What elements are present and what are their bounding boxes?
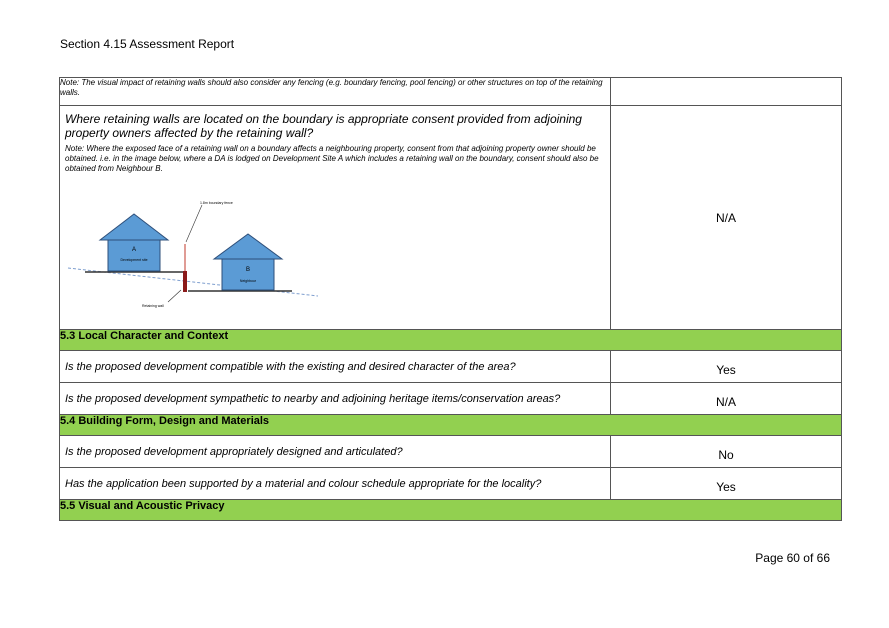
character-question: Is the proposed development compatible with the existing and desired character of the area? bbox=[60, 351, 611, 383]
material-question: Has the application been supported by a material and colour schedule appropriate for the locality? bbox=[60, 468, 611, 500]
table-row bbox=[60, 106, 842, 330]
fence-callout-label: 1.8m boundary fence bbox=[200, 201, 233, 205]
section-5-5-heading: 5.5 Visual and Acoustic Privacy bbox=[60, 500, 842, 521]
table-row bbox=[60, 383, 842, 415]
section-heading-row bbox=[60, 415, 842, 436]
wall-callout-label: Retaining wall bbox=[142, 304, 164, 308]
table-row bbox=[60, 468, 842, 500]
boundary-note: Note: Where the exposed face of a retaining wall on a boundary affects a neighbouring property, consent from that adjoining property owner should be obtained. i.e. in the image below, where a DA is lodged on Development Site A which includes a retaining wall on the boundary, consent should also be obtained from Neighbour B. bbox=[65, 144, 599, 173]
character-answer: Yes bbox=[611, 351, 842, 383]
house-a-roof bbox=[100, 214, 168, 240]
assessment-table bbox=[59, 77, 842, 521]
material-answer: Yes bbox=[611, 468, 842, 500]
label-a: A bbox=[131, 247, 137, 253]
table-row bbox=[60, 351, 842, 383]
page-number: Page 60 of 66 bbox=[755, 551, 830, 565]
label-b: B bbox=[245, 267, 251, 273]
wall-callout-line bbox=[168, 290, 181, 302]
heritage-answer: N/A bbox=[611, 383, 842, 415]
page-header: Section 4.15 Assessment Report bbox=[60, 37, 235, 51]
table-row bbox=[60, 436, 842, 468]
section-5-3-heading: 5.3 Local Character and Context bbox=[60, 330, 842, 351]
section-heading-row bbox=[60, 500, 842, 521]
neighbour-label: Neighbour bbox=[239, 279, 257, 283]
section-heading-row bbox=[60, 330, 842, 351]
boundary-question-cell bbox=[60, 106, 611, 330]
section-5-4-heading: 5.4 Building Form, Design and Materials bbox=[60, 415, 842, 436]
retaining-fence-note: Note: The visual impact of retaining walls should also consider any fencing (e.g. boundary fencing, pool fencing) or other structures on top of the retaining walls. bbox=[60, 78, 611, 106]
design-answer: No bbox=[611, 436, 842, 468]
diagram-svg bbox=[60, 174, 360, 314]
heritage-question: Is the proposed development sympathetic to nearby and adjoining heritage items/conservation areas? bbox=[60, 383, 611, 415]
boundary-question: Where retaining walls are located on the boundary is appropriate consent provided from adjoining property owners affected by the retaining wall? bbox=[65, 112, 582, 140]
boundary-answer: N/A bbox=[611, 106, 842, 330]
fence-callout-line bbox=[186, 205, 202, 242]
development-site-label: Development site bbox=[120, 258, 148, 262]
house-b-roof bbox=[214, 234, 282, 259]
table-row bbox=[60, 78, 842, 106]
empty-answer-cell bbox=[611, 78, 842, 106]
house-a-body bbox=[108, 240, 160, 271]
house-b-body bbox=[222, 259, 274, 290]
retaining-wall bbox=[183, 271, 187, 292]
design-question: Is the proposed development appropriately designed and articulated? bbox=[60, 436, 611, 468]
retaining-wall-diagram bbox=[60, 174, 610, 314]
